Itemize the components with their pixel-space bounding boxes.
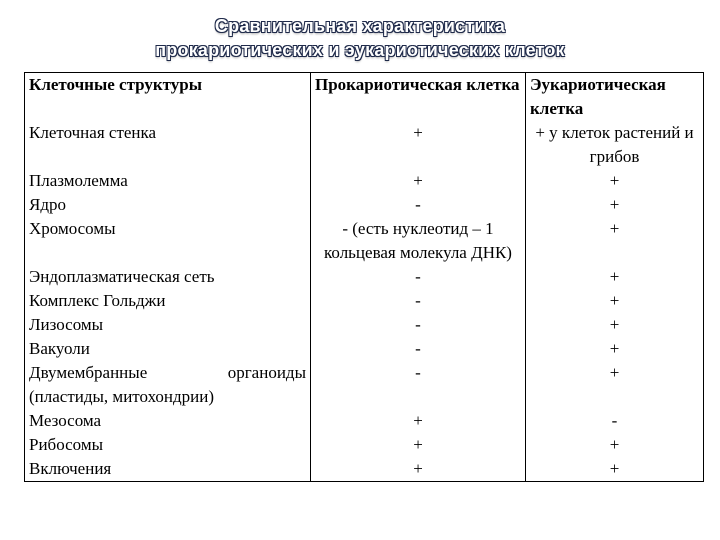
- row-name: Комплекс Гольджи: [25, 289, 311, 313]
- row-prokaryotic: -: [311, 313, 526, 337]
- title-line-1: Сравнительная характеристика: [214, 16, 506, 36]
- header-prokaryotic: Прокариотическая клетка: [311, 73, 526, 122]
- row-name: Хромосомы: [25, 217, 311, 265]
- row-name: Мезосома: [25, 409, 311, 433]
- table-row: [25, 313, 704, 337]
- table-row: [25, 361, 704, 409]
- row-prokaryotic: +: [311, 409, 526, 433]
- row-name: Лизосомы: [25, 313, 311, 337]
- row-eukaryotic: +: [526, 361, 704, 409]
- table-row: [25, 217, 704, 265]
- table-row: [25, 193, 704, 217]
- row-eukaryotic: +: [526, 337, 704, 361]
- header-structures: Клеточные структуры: [25, 73, 311, 122]
- header-eukaryotic: Эукариотическая клетка: [526, 73, 704, 122]
- row-name: Рибосомы: [25, 433, 311, 457]
- row-prokaryotic: +: [311, 457, 526, 482]
- row-name: Двумембранные органоиды (пластиды, митохондрии): [25, 361, 311, 409]
- slide-title: [0, 14, 720, 62]
- row-eukaryotic: +: [526, 265, 704, 289]
- row-eukaryotic: +: [526, 433, 704, 457]
- table-row: [25, 457, 704, 482]
- table-row: [25, 121, 704, 169]
- table-row: [25, 265, 704, 289]
- row-name: Ядро: [25, 193, 311, 217]
- row-eukaryotic: -: [526, 409, 704, 433]
- row-eukaryotic: +: [526, 457, 704, 482]
- row-prokaryotic: +: [311, 169, 526, 193]
- row-name: Вакуоли: [25, 337, 311, 361]
- row-eukaryotic: +: [526, 193, 704, 217]
- row-eukaryotic: + у клеток растений и грибов: [526, 121, 704, 169]
- table-row: [25, 289, 704, 313]
- row-name: Клеточная стенка: [25, 121, 311, 169]
- comparison-table: [24, 72, 704, 482]
- table-row: [25, 433, 704, 457]
- row-eukaryotic: +: [526, 313, 704, 337]
- header-row: [25, 73, 704, 122]
- table-row: [25, 409, 704, 433]
- row-prokaryotic: -: [311, 193, 526, 217]
- table-row: [25, 169, 704, 193]
- row-prokaryotic: -: [311, 289, 526, 313]
- row-prokaryotic: - (есть нуклеотид – 1 кольцевая молекула ДНК): [311, 217, 526, 265]
- row-name: Плазмолемма: [25, 169, 311, 193]
- row-eukaryotic: +: [526, 169, 704, 193]
- row-prokaryotic: -: [311, 337, 526, 361]
- row-prokaryotic: +: [311, 121, 526, 169]
- row-eukaryotic: +: [526, 217, 704, 265]
- title-line-2: прокариотических и эукариотических клеток: [155, 40, 565, 60]
- row-name: Эндоплазматическая сеть: [25, 265, 311, 289]
- row-eukaryotic: +: [526, 289, 704, 313]
- row-name: Включения: [25, 457, 311, 482]
- row-prokaryotic: -: [311, 265, 526, 289]
- table-row: [25, 337, 704, 361]
- row-prokaryotic: -: [311, 361, 526, 409]
- row-prokaryotic: +: [311, 433, 526, 457]
